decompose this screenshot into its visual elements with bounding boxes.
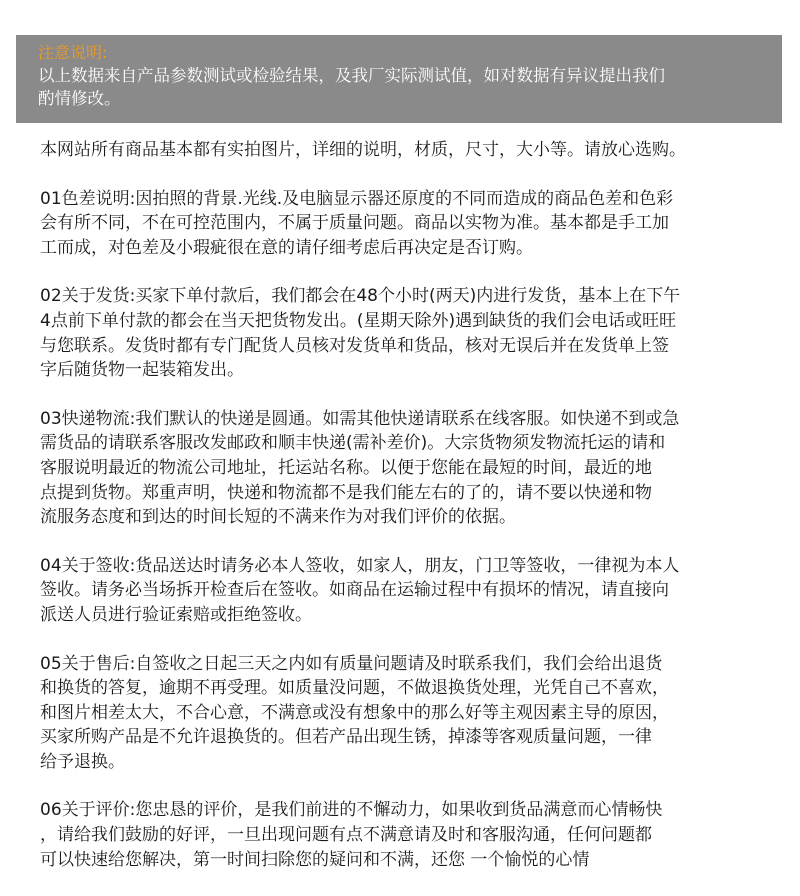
text-line: 和图片相差太大，不合心意，不满意或没有想象中的那么好等主观因素主导的原因，: [40, 702, 669, 723]
text-line: 工而成，对色差及小瑕疵很在意的请仔细考虑后再决定是否订购。: [40, 237, 533, 258]
shipping-paragraph: [40, 284, 762, 382]
review-paragraph: [40, 798, 762, 872]
logistics-paragraph: [40, 407, 762, 530]
text-line: 本网站所有商品基本都有实拍图片，详细的说明，材质，尺寸，大小等。请放心选购。: [40, 140, 686, 160]
text-line: 字后随货物一起装箱发出。: [40, 360, 244, 381]
text-line: 和换货的答复，逾期不再受理。如质量没问题，不做退换货处理，光凭自己不喜欢，: [40, 678, 669, 699]
intro-paragraph: [40, 138, 762, 163]
text-line: 派送人员进行验证索赔或拒绝签收。: [40, 604, 312, 625]
text-line: 需货品的请联系客服改发邮政和顺丰快递(需补差价)。大宗货物须发物流托运的请和: [40, 433, 666, 454]
text-line: 4点前下单付款的都会在当天把货物发出。(星期天除外)遇到缺货的我们会电话或旺旺: [40, 310, 677, 331]
notice-title: 注意说明:: [38, 43, 108, 62]
notice-body: [38, 64, 760, 110]
after-sales-paragraph: [40, 652, 762, 775]
text-line: 签收。请务必当场拆开检查后在签收。如商品在运输过程中有损坏的情况，请直接向: [40, 580, 669, 601]
text-line: 客服说明最近的物流公司地址，托运站名称。以便于您能在最短的时间，最近的地: [40, 457, 652, 478]
text-line: 给予退换。: [40, 751, 125, 772]
text-line: 可以快速给您解决，第一时间扫除您的疑问和不满，还您 一个愉悦的心情: [40, 849, 590, 870]
notice-line: 以上数据来自产品参数测试或检验结果，及我厂实际测试值，如对数据有异议提出我们: [38, 66, 665, 85]
sign-for-paragraph: [40, 554, 762, 628]
text-line: 与您联系。发货时都有专门配货人员核对发货单和货品，核对无误后并在发货单上签: [40, 335, 669, 356]
text-line: 05关于售后:自签收之日起三天之内如有质量问题请及时联系我们，我们会给出退货: [40, 653, 663, 674]
text-line: 流服务态度和到达的时间长短的不满来作为对我们评价的依据。: [40, 507, 516, 528]
text-line: ，请给我们鼓励的好评，一旦出现问题有点不满意请及时和客服沟通，任何问题都: [40, 825, 652, 846]
text-line: 03快递物流:我们默认的快递是圆通。如需其他快递请联系在线客服。如快递不到或急: [40, 408, 680, 429]
policy-content: [40, 138, 762, 896]
text-line: 会有所不同，不在可控范围内，不属于质量问题。商品以实物为准。基本都是手工加: [40, 213, 669, 234]
text-line: 06关于评价:您忠恳的评价，是我们前进的不懈动力，如果收到货品满意而心情畅快: [40, 800, 663, 821]
notice-line: 酌情修改。: [38, 89, 121, 108]
text-line: 买家所购产品是不允许退换货的。但若产品出现生锈，掉漆等客观质量问题，一律: [40, 727, 652, 748]
notice-banner: [16, 35, 782, 123]
color-difference-paragraph: [40, 187, 762, 261]
text-line: 04关于签收:货品送达时请务必本人签收，如家人，朋友，门卫等签收，一律视为本人: [40, 555, 680, 576]
text-line: 02关于发货:买家下单付款后，我们都会在48个小时(两天)内进行发货，基本上在下午: [40, 286, 681, 307]
text-line: 01色差说明:因拍照的背景.光线.及电脑显示器还原度的不同而造成的商品色差和色彩: [40, 188, 674, 209]
text-line: 点提到货物。郑重声明，快递和物流都不是我们能左右的了的，请不要以快递和物: [40, 482, 652, 503]
